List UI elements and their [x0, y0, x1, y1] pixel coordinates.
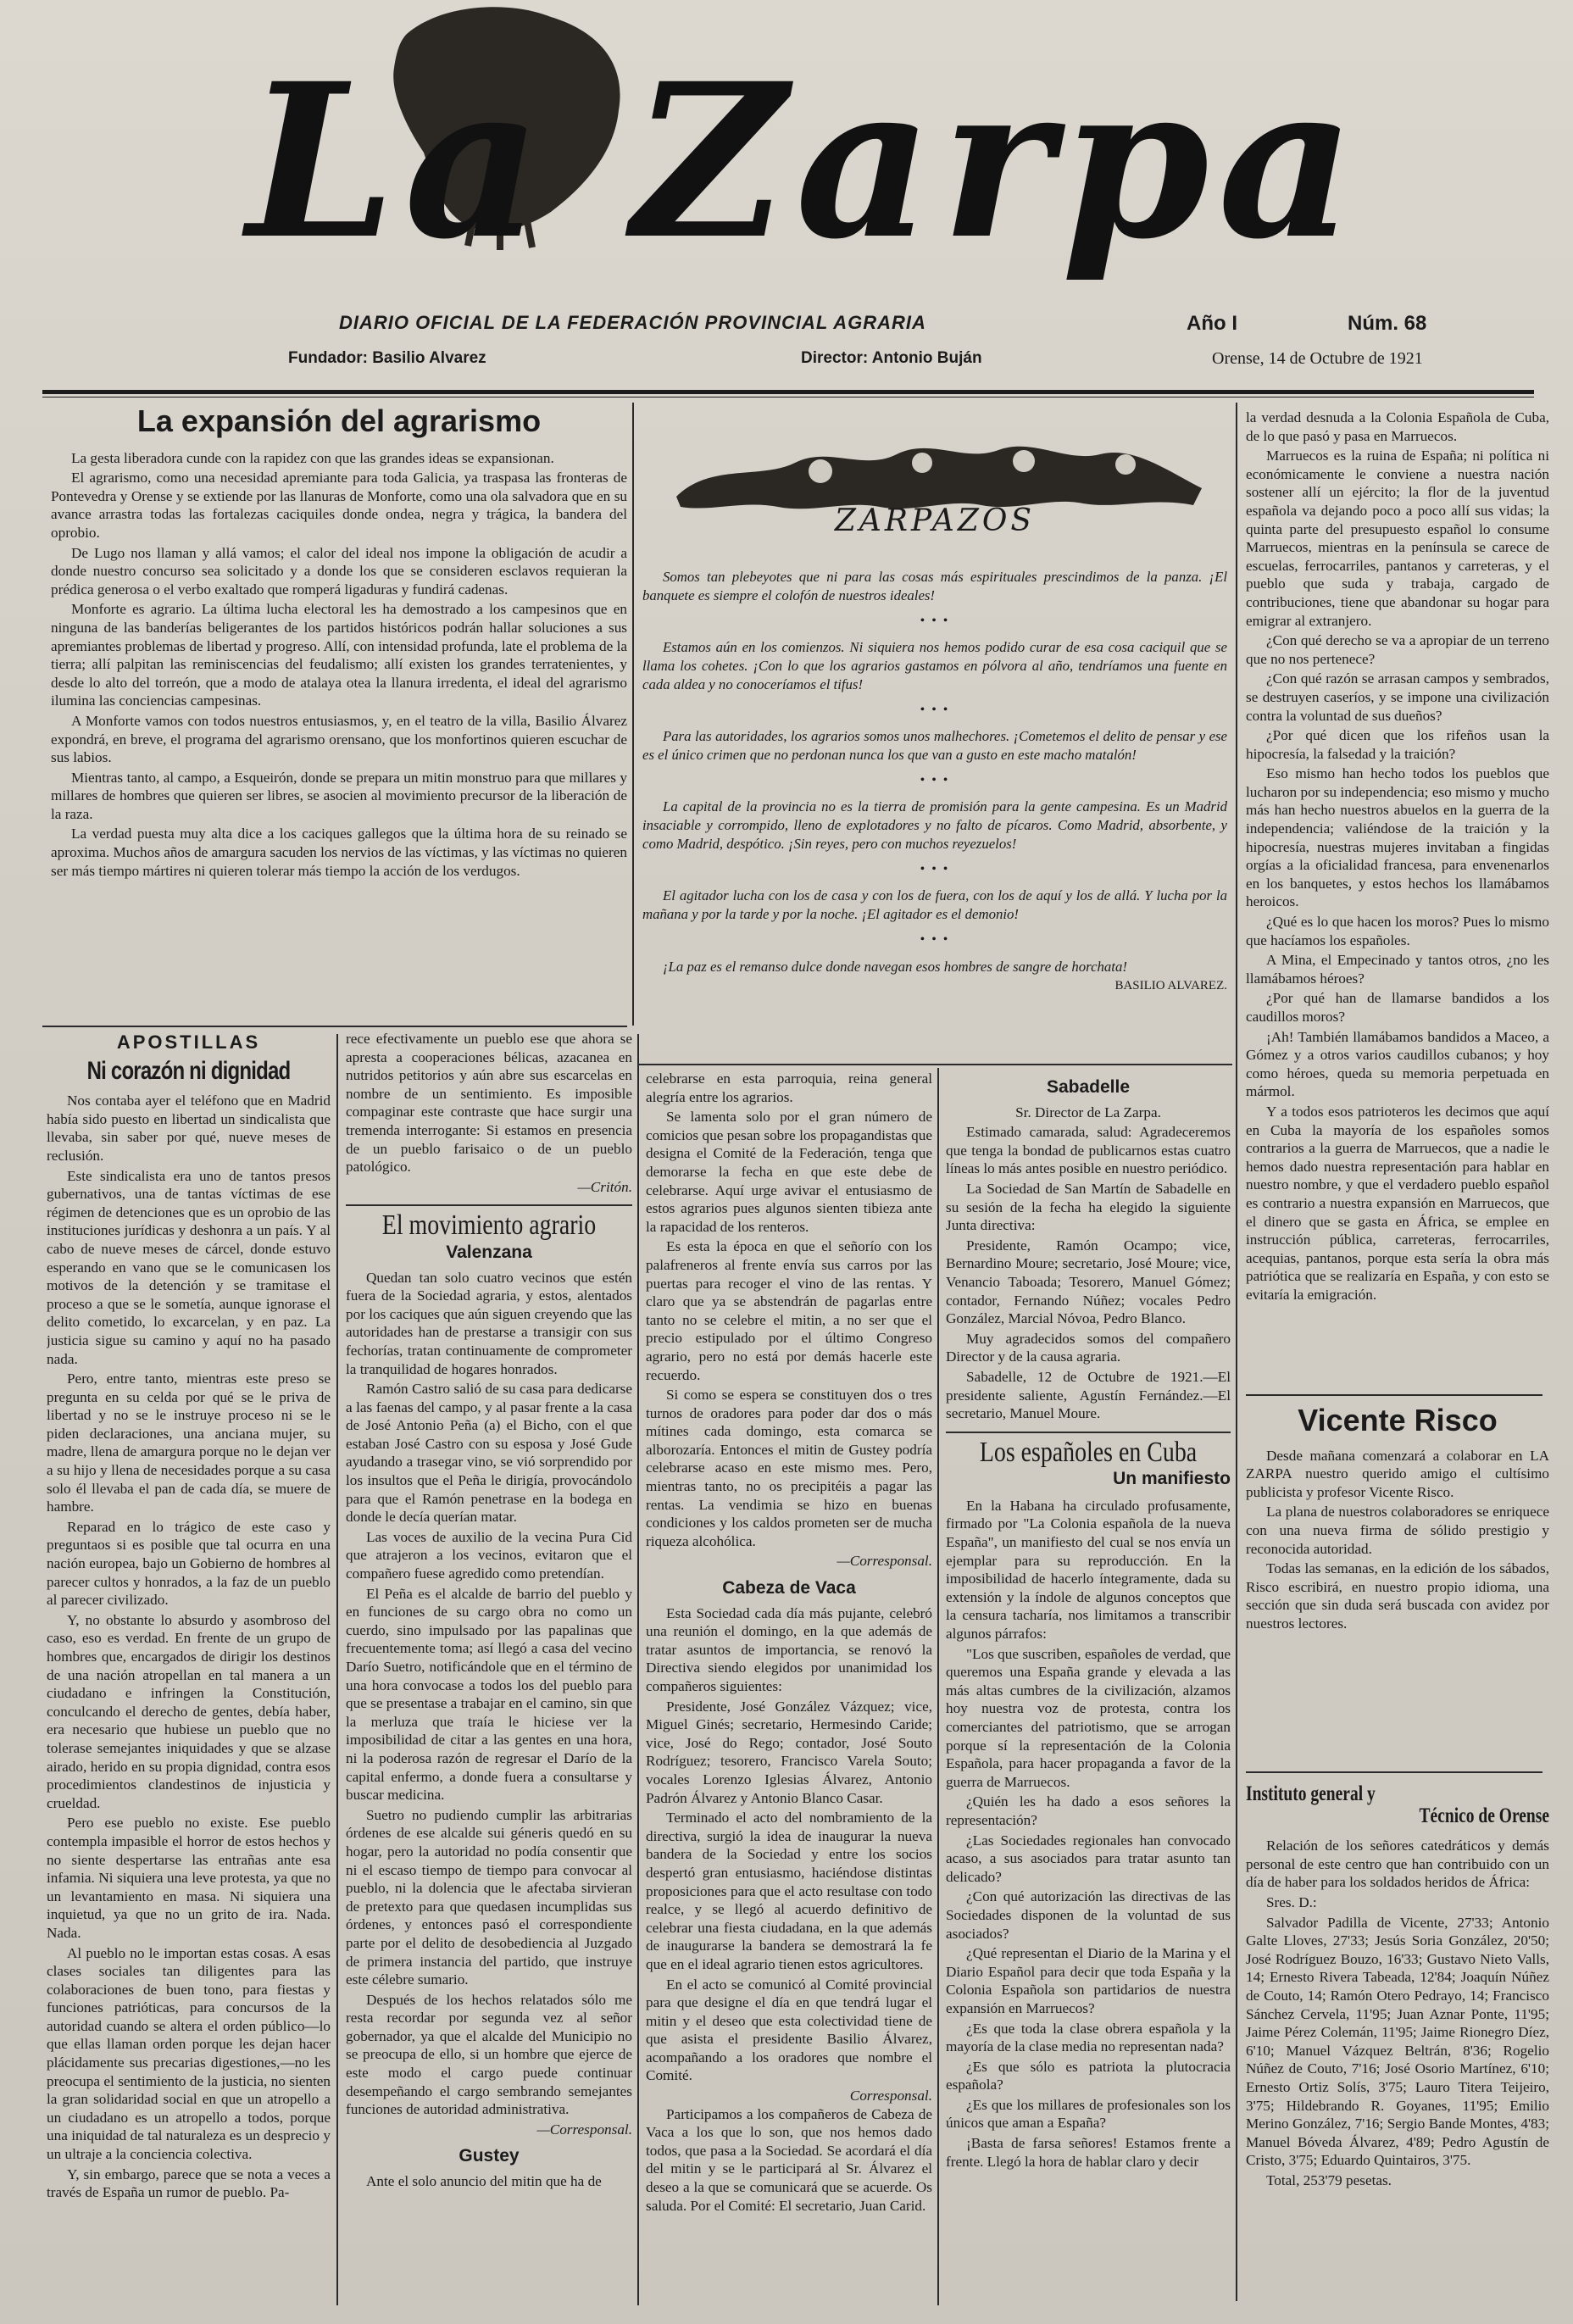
- separator-dots: • • •: [920, 613, 950, 628]
- paragraph: Terminado el acto del nombramiento de la directiva, surgió la idea de inaugurar la nueva bandera de la Sociedad y entre los socios despertó gran entusiasmo, haciéndose distintas proposiciones para que el acto resultase con todo realce, y se llegó al acuerdo definitivo de celebrar una fiesta ciudadana, en la que además de inaugurarse la bandera se demostrará la fe que en el ideal agrario tienen estos agricultores.: [646, 1810, 932, 1972]
- apostillas-headline: Ni corazón ni dignidad: [86, 1056, 291, 1085]
- paragraph: ¿Es que los millares de profesionales son los únicos que aman a España?: [946, 2096, 1231, 2132]
- masthead-rule: [42, 390, 1534, 394]
- issue-number: Núm. 68: [1348, 312, 1427, 335]
- column-divider: [1236, 403, 1237, 2301]
- separator-dots: • • •: [920, 702, 950, 717]
- zarpazos-title: ZARPAZOS: [834, 503, 1036, 538]
- paragraph: La verdad puesta muy alta dice a los caciques gallegos que la última hora de su reinado se aproxima. Muchos años de amargura sacuden los nervios de las víctimas, y las víctimas no quieren ser más tiempo mártires ni quieren tolerar más tiempo la acción de los verdugos.: [51, 826, 627, 879]
- paragraph: La plana de nuestros colaboradores se enriquece con una nueva firma de sólido prestigio y reconocida autoridad.: [1246, 1504, 1549, 1557]
- section-divider: [42, 1026, 627, 1027]
- zarpazo-item: La capital de la provincia no es la tierra de promisión para la gente campesina. Es un Madrid insaciable y corrompido, lleno de explotadores y no falto de pícaros. Como Madrid, absorbente, y como Madrid, despótico. ¡Sin reyes, pero con muchos reyezuelos!: [642, 798, 1227, 852]
- gustey-cabeza-article: [646, 1070, 932, 2305]
- paragraph: Al pueblo no le importan estas cosas. A esas clases sociales tan diligentes para las colaboraciones de buen tono, para fiestas y funciones patrióticas, para concursos de la autoridad cuando se altera el orden público—lo que ellas llaman orden porque les dejan hacer plácidamente sus precarias digestiones,—no les preocupa el sentimiento de la justicia, no sienten la gran solidaridad social en que un atropello a un ciudadano es un atropello a todos, porque una iniquidad de tal naturaleza es un desprecio y un ultraje a la conciencia colectiva.: [47, 1944, 331, 2163]
- paragraph: Ante el solo anuncio del mitin que ha de: [366, 2173, 602, 2190]
- paragraph: ¿Qué es lo que hacen los moros? Pues lo mismo que hacíamos los españoles.: [1246, 914, 1549, 948]
- paragraph: Después de los hechos relatados sólo me resta recordar por segunda vez al señor gobernador, ya que el alcalde del Municipio no se preocupa de ello, si un hombre que ejerce de este modo el cargo puede continuar desempeñando el cargo sembrando semejantes funciones de autoridad administrativa.: [346, 1991, 632, 2118]
- section-divider: [1246, 1394, 1542, 1396]
- zarpazos-section: [642, 407, 1227, 1059]
- paragraph: Ramón Castro salió de su casa para dedicarse a las faenas del campo, y al pasar frente a la casa de José Antonio Peña (a) el Bicho, con el que estaban José Castro con su esposa y José Gude ayudando a trasegar vino, se vió sorprendido por los insultos que el Peña le dirigía, provocándolo para que el Ramón penetrase en la bodega en donde le decía querían matar.: [346, 1381, 632, 1526]
- paragraph: A Monforte vamos con todos nuestros entusiasmos, y, en el teatro de la villa, Basilio Álvarez expondrá, en breve, el programa del agrarismo orensano, que los monfortinos quieren escuchar de sus labios.: [51, 712, 627, 766]
- movimiento-headline: El movimiento agrario: [381, 1209, 597, 1242]
- paragraph: Si como se espera se constituyen dos o tres turnos de oradores para poder dar dos o más mítines cada domingo, esta comarca se alborozaría. Entonces el mitin de Gustey podría celebrarse acaso en este mismo mes. Pero, mientras tanto, no os precipitéis a pagar las rentas. La vendimia se hizo en buenas condiciones y los caldos prometen ser de mucha riqueza alcohólica.: [646, 1387, 932, 1549]
- cuba-continuation: [1246, 409, 1549, 1392]
- instituto-article: [1246, 1780, 1549, 2305]
- sabadelle-cuba-article: [946, 1070, 1231, 2305]
- paragraph: Las voces de auxilio de la vecina Pura Cid que atrajeron a los vecinos, evitaron que el compañero fuese agredido como pretendían.: [346, 1528, 632, 1582]
- paragraph: Es esta la época en que el señorío con los palafreneros al frente envía sus carros por las puertas para recoger el vino de las rentas. Y claro que ya se abstendrán de pagarlas entre tanto no se celebre el mitin, a no ser que el precio estipulado por el último Congreso agrario, pero no está por demás hacerle este recuerdo.: [646, 1238, 932, 1383]
- column-divider: [937, 1068, 939, 2305]
- paragraph: Reparad en lo trágico de este caso y preguntaos si es posible que tal ocurra en una nación europea, bajo un Gobierno de hombres al parecer cultos y honrados, a la faz de un pueblo al parecer civilizado.: [47, 1518, 331, 1609]
- paragraph: La Sociedad de San Martín de Sabadelle en su sesión de la fecha ha elegido la siguiente Junta directiva:: [946, 1180, 1231, 1234]
- risco-article: [1246, 1403, 1549, 1759]
- paragraph: la verdad desnuda a la Colonia Española de Cuba, de lo que pasó y pasa en Marruecos.: [1246, 409, 1549, 444]
- zarpazo-item: ¡La paz es el remanso dulce donde navegan esos hombres de sangre de horchata!: [663, 958, 1127, 975]
- director-line: Director: Antonio Buján: [801, 349, 982, 367]
- lead-article: [51, 407, 627, 1021]
- paragraph: Quedan tan solo cuatro vecinos que estén fuera de la Sociedad agraria, y estos, alentados por los caciques que aún siguen creyendo que las autoridades han de prestarse a transigir con sus fechorías, tratan continuamente de comprometer la tranquilidad de hogares honrados.: [346, 1269, 632, 1377]
- paragraph: Relación de los señores catedráticos y demás personal de este centro que han contribuido con un día de haber para los soldados heridos de África:: [1246, 1838, 1549, 1891]
- paragraph: Marruecos es la ruina de España; ni política ni económicamente le conviene a nuestra nación sostener allí un ejército; la flor de la juventud española va dejando poco a poco allí sus vidas; la quinta parte del presupuesto español lo consume Marruecos, mientras en la península se carece de escuelas, ferrocarriles, pantanos y carreteras, y el pueblo que suda y trabaja, cargado de contribuciones, tiene que abandonar su hogar para emigrar al extranjero.: [1246, 448, 1549, 629]
- zarpazo-item: Estamos aún en los comienzos. Ni siquiera nos hemos podido curar de esa cosa caciquil que se llama los cohetes. ¡Con lo que los agrarios gastamos en pólvora al año, tendríamos una fuente en cada aldea y no conoceríamos el tifus!: [642, 639, 1227, 692]
- cabeza-headline: Cabeza de Vaca: [722, 1578, 856, 1598]
- paragraph: La gesta liberadora cunde con la rapidez con que las grandes ideas se expansionan.: [71, 449, 554, 466]
- paragraph: ¿Quién les ha dado a esos señores la representación?: [946, 1793, 1231, 1828]
- issue-year: Año I: [1187, 312, 1237, 335]
- paragraph: Todas las semanas, en la edición de los sábados, Risco escribirá, en nuestro propio idioma, una sección que sin duda será buscada con avidez por nuestros lectores.: [1246, 1560, 1549, 1632]
- paragraph: Desde mañana comenzará a colaborar en LA ZARPA nuestro querido amigo el cultísimo publicista y profesor Vicente Risco.: [1246, 1447, 1549, 1500]
- paragraph: Presidente, Ramón Ocampo; vice, Bernardino Moure; secretario, José Moure; vice, Venancio Taboada; Tesorero, Manuel Gómez; contador, Fernando Núñez; vocales Pedro González, Marcial Nóvoa, Pedro Blanco.: [946, 1237, 1231, 1327]
- paragraph: El Peña es el alcalde de barrio del pueblo y en funciones de su cargo obra no como un cuerdo, sino impulsado por las papalinas que frecuentemente toma; así llegó a casa del vecino Darío Suetro, notificándole que en el término de una hora convocase a todos los del pueblo para que se presentase a trabajar en el camino, sin que la merluza que traía le hiciese ver la imposibilidad de citar a las gentes en una hora, ni la poderosa razón de regresar el Darío de la capital enfermo, a donde fuera a consultarse y buscar medicina.: [346, 1585, 632, 1804]
- paragraph: Participamos a los compañeros de Cabeza de Vaca a los que lo son, que nos hemos dado todos, que pasa a la Sociedad. Se acordará el día del mitin y se le participará al Sr. Álvarez el deseo a la que se comunicará que se acuerde. Os saluda. Por el Comité: El secretario, Juan Carid.: [646, 2105, 932, 2214]
- paragraph: De Lugo nos llaman y allá vamos; el calor del ideal nos impone la obligación de acudir a donde nuestro concurso sea solicitado y a donde los que se consideren esclavos requieran la prédica generosa o el verbo exaltado que romperá ligaduras y fundirá cadenas.: [51, 544, 627, 598]
- risco-headline: Vicente Risco: [1298, 1403, 1498, 1437]
- paragraph: Sabadelle, 12 de Octubre de 1921.—El presidente saliente, Agustín Fernández.—El secretario, Manuel Moure.: [946, 1368, 1231, 1422]
- issue-date: Orense, 14 de Octubre de 1921: [1212, 349, 1423, 368]
- paragraph: ¿Qué representan el Diario de la Marina y el Diario Español para decir que toda España y la Colonia Española son partidarios de nuestra expansión en Marruecos?: [946, 1945, 1231, 2016]
- paragraph: Pero, entre tanto, mientras este preso se pregunta en su celda por qué se le priva de libertad y no se le instruye proceso ni se le piden declaraciones, una anciana mujer, su madre, llena de amargura porque no le dejan ver a su hijo y llena de necesidades porque a su casa solo él llevaba el pan de cada día, se muere de hambre.: [47, 1370, 331, 1515]
- masthead-rule-thin: [42, 397, 1534, 398]
- paragraph: ¡Basta de farsa señores! Estamos frente a frente. Llegó la hora de hablar claro y decir: [946, 2135, 1231, 2170]
- separator-dots: • • •: [920, 772, 950, 787]
- section-divider: [946, 1432, 1231, 1433]
- zarpazo-item: Somos tan plebeyotes que ni para las cosas más espirituales prescindimos de la panza. ¡El banquete es siempre el colofón de nuestros ideales!: [642, 569, 1227, 603]
- section-divider: [346, 1204, 632, 1206]
- paragraph: ¿Es que sólo es patriota la plutocracia española?: [946, 2058, 1231, 2093]
- paragraph: Este sindicalista era uno de tantos presos gubernativos, una de tantas víctimas de ese régimen de detenciones que es un oprobio de las instituciones jurídicas y deshonra a un país. Y al cabo de nueve meses de cárcel, donde estuvo esperando en vano que se le comunicasen los motivos de la detención y se tramitase el proceso a que se le sometía, aunque ignorase el delito cometido, lo excarcelan, y en paz. La justicia sigue su camino y aquí no ha pasado nada.: [47, 1167, 331, 1367]
- section-divider: [637, 1064, 1232, 1065]
- signature: Corresponsal.: [849, 2088, 932, 2104]
- paragraph: Sres. D.:: [1266, 1893, 1317, 1910]
- column-divider: [336, 1034, 338, 2305]
- section-divider: [1246, 1771, 1542, 1773]
- paragraph: Eso mismo han hecho todos los pueblos que lucharon por su independencia; eso mismo y mucho más han hecho nuestros abuelos en la guerra de la independencia; valiéndose de la traición y la hipocresía, nuestras mujeres invitaban a fingidas orgías a la oficialidad francesa, para envenenarlos en los banquetes, y estos hechos los llamábamos heroicos.: [1246, 765, 1549, 910]
- paragraph: En la Habana ha circulado profusamente, firmado por "La Colonia española de la nueva España", un manifiesto del cual se nos envía un ejemplar para su reproducción. En la imposibilidad de hacerlo íntegramente, dada su extensión y la índole de algunos conceptos que la censura tacharía, nos limitamos a transcribir algunos párrafos:: [946, 1497, 1231, 1643]
- lead-headline: La expansión del agrarismo: [136, 407, 542, 438]
- paragraph: Suetro no pudiendo cumplir las arbitrarias órdenes de ese alcalde sui géneris quedó en su hogar, pero la autoridad no podía consentir que ni el escaso tiempo de tiempo para convocar al pueblo, ni la dolencia que le afectaba sirvieran de pretexto para que quedasen incumplidas sus órdenes, y entonces pasó el correspondiente parte por el delito de desobediencia al Juzgado de primera instancia del partido, que instruye este célebre sumario.: [346, 1806, 632, 1988]
- paragraph: Y a todos esos patrioteros les decimos que aquí en Cuba la mayoría de los españoles somos contrarios a la guerra de Marruecos, que a nadie le hemos dado nuestra representación para hablar en nuestro nombre, y que el verdadero pueblo español es contrario a nuestra expansión en Marruecos, que el dinero que se gasta en África, se emplee en instrucción pública, carreteras, ferrocarriles, acequias, pantanos, porque esta sería la obra más patriótica que se realizaría en España, y con esto se evitaría la emigración.: [1246, 1103, 1549, 1303]
- paragraph: ¿Con qué autorización las directivas de las Sociedades disponen de la voluntad de sus asociados?: [946, 1888, 1231, 1942]
- separator-dots: • • •: [920, 861, 950, 876]
- newspaper-title: La Zarpa: [247, 36, 1364, 286]
- paragraph: El agrarismo, como una necesidad apremiante para toda Galicia, ya traspasa las fronteras de Pontevedra y Orense y se extiende por las llanuras de Monforte, como una ola salvadora que en su avance arrastra todas las fortalezas caciquiles donde ondea, negra y trágica, la bandera del oprobio.: [51, 470, 627, 541]
- paragraph: ¿Por qué han de llamarse bandidos a los caudillos moros?: [1246, 990, 1549, 1025]
- paragraph: ¿Con qué razón se arrasan campos y sembrados, se destruyen caseríos, y se impone una civilización contra la voluntad de sus dueños?: [1246, 670, 1549, 724]
- paragraph: Se lamenta solo por el gran número de comicios que pesan sobre los propagandistas que designa el Comité de la Federación, tenga que demorarse la fecha en que este debe de celebrarse. Aquí urge avivar el entusiasmo de estos agrarios pues algunos sienten tibieza ante la rapacidad de los renteros.: [646, 1109, 932, 1235]
- paragraph: celebrarse en esta parroquia, reina general alegría entre los agrarios.: [646, 1070, 932, 1105]
- signature: —Corresponsal.: [837, 1553, 932, 1570]
- paragraph: rece efectivamente un pueblo ese que ahora se apresta a cooperaciones bélicas, azacanea en nutridos petitorios y aún abre sus escarcelas en nombre de un sentimiento. Es imposible compaginar este contraste que hace surgir una tremenda interrogante: Si estamos en presencia de un pueblo farisaico o de un pueblo patológico.: [346, 1031, 632, 1176]
- paragraph: En el acto se comunicó al Comité provincial para que designe el día en que tendrá lugar el mitin y el deseo que esta colectividad tiene de que asista el presidente Basilio Álvarez, acompañando a los oradores que nombre el Comité.: [646, 1976, 932, 2084]
- signature: —Critón.: [577, 1178, 632, 1195]
- paragraph: Presidente, José González Vázquez; vice, Miguel Ginés; secretario, Hermesindo Caride; vice, José do Rego; contador, José Souto Rodríguez; tesorero, Francisco Varela Souto; vocales Lorenzo Iglesias Álvarez, Antonio Padrón Álvarez y Antonio Blanco Casar.: [646, 1698, 932, 1806]
- movimiento-article: [346, 1030, 632, 2305]
- sabadelle-headline: Sabadelle: [1046, 1077, 1131, 1097]
- paragraph: Y, sin embargo, parece que se nota a veces a través de España un rumor de pueblo. Pa-: [47, 2166, 331, 2201]
- paragraph: Pero ese pueblo no existe. Ese pueblo contempla impasible el horror de estos hechos y no siente despertarse las entrañas ante esa infamia. Ni siquiera una leve protesta, ya que no un levantamiento en masa. Ni siquiera una inquietud, ya que no un grito de ira. Nada. Nada.: [47, 1815, 331, 1941]
- separator-dots: • • •: [920, 931, 950, 947]
- newspaper-subtitle: DIARIO OFICIAL DE LA FEDERACIÓN PROVINCIAL AGRARIA: [339, 312, 926, 333]
- paragraph: Nos contaba ayer el teléfono que en Madrid había sido puesto en libertad un sindicalista que llevaba, sin saber por qué, nueve meses de reclusión.: [47, 1093, 331, 1164]
- paragraph: ¿Con qué derecho se va a apropiar de un terreno que no nos pertenece?: [1246, 632, 1549, 667]
- paragraph: Esta Sociedad cada día más pujante, celebró una reunión el domingo, en la que además de tratar asuntos de importancia, se renovó la Directiva siendo elegidos por unanimidad los compañeros siguientes:: [646, 1604, 932, 1694]
- valenzana-headline: Valenzana: [446, 1242, 532, 1262]
- salutation: Sr. Director de La Zarpa.: [1015, 1104, 1161, 1120]
- paragraph: ¿Por qué dicen que los rifeños usan la hipocresía, la falsedad y la traición?: [1246, 727, 1549, 762]
- paragraph: A Mina, el Empecinado y tantos otros, ¿no les llamábamos héroes?: [1246, 952, 1549, 987]
- founder-line: Fundador: Basilio Alvarez: [288, 349, 486, 367]
- paragraph: ¡Ah! También llamábamos bandidos a Maceo, a Gómez y a otros varios caudillos cubanos; y hoy como héroes, queda su memoria perpetuada en mármol.: [1246, 1028, 1549, 1100]
- paragraph: Estimado camarada, salud: Agradeceremos que tenga la bondad de publicarnos estas cuatro líneas lo más antes posible en nuestro periódico.: [946, 1124, 1231, 1177]
- zarpazos-signature: BASILIO ALVAREZ.: [1114, 979, 1227, 993]
- column-divider: [632, 403, 634, 1026]
- paragraph: ¿Es que toda la clase obrera española y la mayoría de la clase media no representan nada?: [946, 2020, 1231, 2055]
- zarpazos-banner: [642, 412, 1227, 556]
- paragraph: Mientras tanto, al campo, a Esqueirón, donde se prepara un mitin monstruo para que millares y millares de hombres que quieren ser libres, se asocien al movimiento precursor de la liberación de la raza.: [51, 769, 627, 822]
- cuba-headline: Los españoles en Cuba: [979, 1436, 1198, 1468]
- apostillas-kicker: APOSTILLAS: [116, 1031, 261, 1053]
- instituto-headline-1: Instituto general y: [1246, 1782, 1376, 1805]
- paragraph: "Los que suscriben, españoles de verdad, que queremos una España grande y elevada a las más altas cumbres de la civilización, alzamos hoy nuestra voz de protesta, contra los comerciantes del patriotismo, que se arrogan porque sí la representación de la Colonia Española, para hacer propaganda a favor de la guerra de Marruecos.: [946, 1645, 1231, 1790]
- cuba-subheadline: Un manifiesto: [1113, 1469, 1231, 1489]
- zarpazo-item: El agitador lucha con los de casa y con los de fuera, con los de aquí y los de allá. Y lucha por la mañana y por la tarde y por la noche. ¡El agitador es el demonio!: [642, 887, 1227, 923]
- signature: —Corresponsal.: [536, 2121, 632, 2138]
- paragraph: Monforte es agrario. La última lucha electoral les ha demostrado a los campesinos que en ninguna de las banderías beligerantes de los partidos históricos podrán hallar soluciones a sus apremiantes problemas de libertad y progreso. Allí, con intensidad profunda, late el problema de la tierra; allí palpitan las reminiscencias del feudalismo; allí existen los grandes terratenientes, y desde lo alto del torreón, que a modo de atalaya otea la llanura irredenta, el ideal del agrarismo ilumina las conciencias campesinas.: [51, 601, 627, 709]
- zarpazo-item: Para las autoridades, los agrarios somos unos malhechores. ¡Cometemos el delito de pensar y ese es el único crimen que no perdonan nunca los que van a gusto en este macho matalón!: [642, 728, 1227, 763]
- paragraph: ¿Las Sociedades regionales han convocado acaso, a sus asociados para tratar asunto tan delicado?: [946, 1832, 1231, 1885]
- gustey-headline: Gustey: [459, 2146, 520, 2166]
- column-divider: [637, 1034, 639, 2305]
- apostillas-article: [47, 1030, 331, 2305]
- paragraph: Y, no obstante lo absurdo y asombroso del caso, eso es verdad. En frente de un grupo de hombres que, encargados de dirigir los destinos de una nación atropellan en tal manera a un ciudadano e infringen la Constitución, conculcando el derecho de gentes, debía haber, era necesario que hubiese un pueblo que no tolerase semejantes iniquidades y que se alzase airado, herido en su propia dignidad, contra esos procedimientos clandestinos de injusticia y crueldad.: [47, 1611, 331, 1811]
- masthead: [0, 0, 1573, 398]
- total: Total, 253'79 pesetas.: [1266, 2171, 1392, 2188]
- paragraph: Muy agradecidos somos del compañero Director y de la causa agraria.: [946, 1330, 1231, 1365]
- contributors-list: Salvador Padilla de Vicente, 27'33; Antonio Galte Lloves, 27'33; Jesús Soria González, 20'50; José Rodríguez Bouzo, 16'33; Gustavo Nieto Valls, 14; Ernesto Rivera Tabeada, 12'84; Joaquín Núñez de Couto, 14; Ramón Otero Pedrayo, 14; Francisco Sánchez Cervela, 11'95; Juan Aznar Ponte, 11'95; Jaime Pérez Colemán, 11'95; Jaime Rionegro Díez, 6'10; Manuel Vázquez Beltrán, 8'36; Rogelio Núñez de Couto, 7'16; José Osorio Martínez, 6'10; Ernesto Ortiz Solís, 3'75; Lauro Titera Teijeiro, 3'75; Hildebrando R. Goyanes, 11'95; Emilio Merino González, 7'16; Sergio Bande Montes, 4'83; Manuel Bóveda Álvarez, 4'89; Pedro Agustín de Cristo, 3'75; Eduardo Quintairos, 3'75.: [1246, 1914, 1549, 2169]
- instituto-headline-2: Técnico de Orense: [1419, 1804, 1549, 1827]
